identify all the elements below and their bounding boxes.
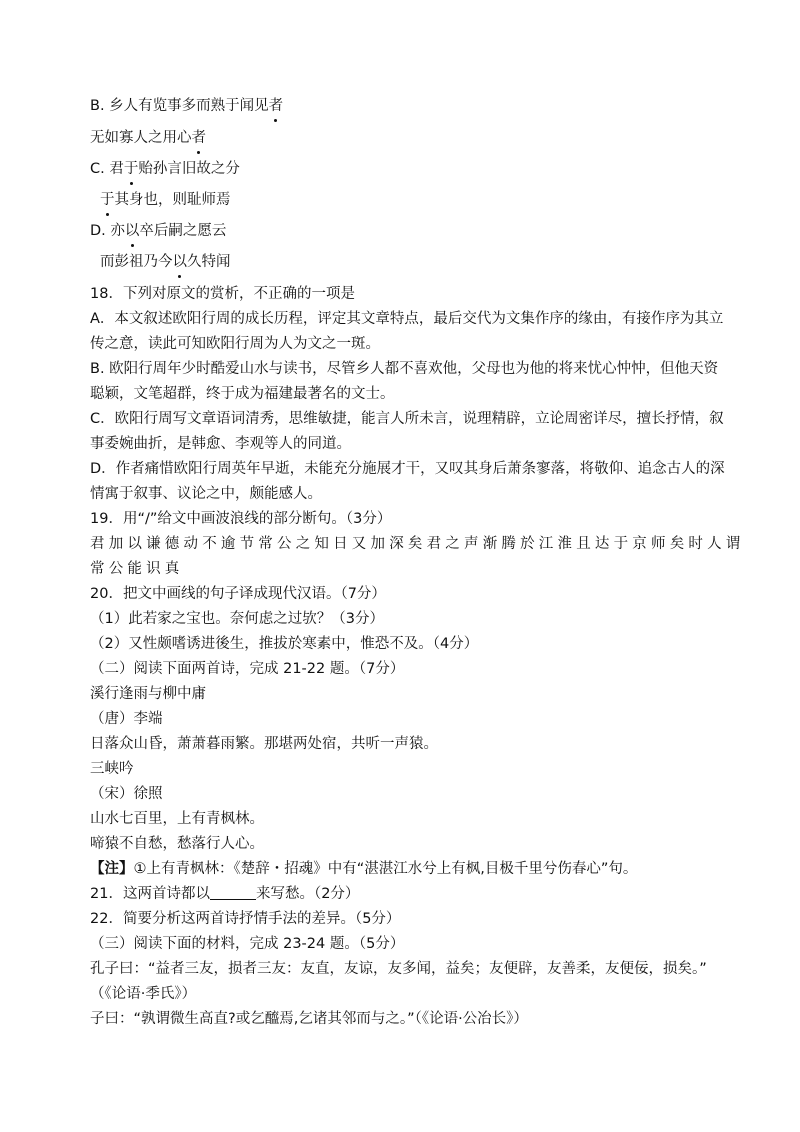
emphasis-char: 于	[100, 192, 115, 208]
poem-1-author: （唐）李端	[90, 711, 163, 727]
option-b-line1: B. 乡人有览事多而熟于闻见者	[90, 98, 284, 114]
q19-text: 君加以谦德动不逾节常公之知日又加深矣君之声渐腾於江淮且达于京师矣时人谓	[90, 536, 745, 552]
emphasis-char: 者	[191, 130, 206, 146]
poem-2-author: （宋）徐照	[90, 786, 163, 802]
q18-option-c: C．欧阳行周写文章语词清秀，思维敏捷，能言人所未言，说理精辟，立论周密详尽，擅长抒情，叙	[90, 411, 724, 427]
q19-stem: 19．用“/”给文中画波浪线的部分断句。（3分）	[90, 511, 392, 527]
analects-quote-1: 孔子曰：“益者三友，损者三友：友直，友谅，友多闻，益矣；友便辟，友善柔，友便佞，损矣。”	[90, 961, 707, 977]
emphasis-char: 以	[124, 223, 140, 239]
q19-text-cont: 常公能识真	[90, 561, 184, 577]
emphasis-char: 以	[172, 254, 187, 270]
poem-2-title: 三峡吟	[90, 761, 134, 777]
q18-option-b: B. 欧阳行周年少时酷爱山水与读书，尽管乡人都不喜欢他，父母也为他的将来忧心忡忡，但他天资	[90, 361, 719, 377]
q20-sentence-1: （1）此若家之宝也。奈何虑之过欤？（3分）	[90, 611, 384, 627]
emphasis-char: 于	[123, 161, 139, 177]
option-c-line2: 于其身也，则耻师焉	[100, 192, 231, 208]
option-b-line2: 无如寡人之用心者	[90, 130, 206, 146]
q20-sentence-2: （2）又性颇嗜诱进後生，推拔於寒素中，惟恐不及。（4分）	[90, 636, 479, 652]
option-c-line1: C. 君于贻孙言旧故之分	[90, 161, 240, 177]
option-d-line1: D. 亦以卒后嗣之愿云	[90, 223, 227, 239]
q18-stem: 18．下列对原文的赏析，不正确的一项是	[90, 286, 355, 302]
answer-blank[interactable]	[210, 885, 256, 900]
q18-option-d-cont: 情寓于叙事、议论之中，颇能感人。	[90, 486, 322, 502]
analects-source-1: （《论语·季氏》）	[90, 986, 197, 1002]
note-label: 【注】	[90, 861, 134, 877]
analects-quote-2: 子曰：“孰谓微生高直?或乞醯焉,乞诸其邻而与之。”（《论语·公冶长》）	[90, 1011, 528, 1027]
section-2-heading: （二）阅读下面两首诗，完成 21-22 题。（7分）	[90, 661, 405, 677]
q18-option-a: A．本文叙述欧阳行周的成长历程，评定其文章特点，最后交代为文集作序的缘由，有接作序为其立	[90, 311, 724, 327]
q18-option-b-cont: 聪颖，文笔超群，终于成为福建最著名的文士。	[90, 386, 395, 402]
q22: 22．简要分析这两首诗抒情手法的差异。（5分）	[90, 911, 401, 927]
poem-1-text: 日落众山昏，萧萧暮雨繁。那堪两处宿，共听一声猿。	[90, 736, 438, 752]
poem-2-line-2: 啼猿不自愁，愁落行人心。	[90, 836, 264, 852]
q21: 21．这两首诗都以 来写愁。（2分）	[90, 886, 360, 902]
q18-option-d: D．作者痛惜欧阳行周英年早逝，未能充分施展才干，又叹其身后萧条寥落，将敬仰、追念古人的深	[90, 461, 725, 477]
poem-2-line-1: 山水七百里，上有青枫林。	[90, 811, 264, 827]
option-d-line2: 而彭祖乃今以久特闻	[100, 254, 231, 270]
emphasis-char: 者	[268, 98, 284, 114]
poem-note: 【注】①上有青枫林：《楚辞・招魂》中有“湛湛江水兮上有枫,目极千里兮伤春心”句。	[90, 861, 638, 877]
q20-stem: 20．把文中画线的句子译成现代汉语。（7分）	[90, 586, 386, 602]
q18-option-a-cont: 传之意，读此可知欧阳行周为人为文之一斑。	[90, 336, 380, 352]
q18-option-c-cont: 事委婉曲折，是韩愈、李观等人的同道。	[90, 436, 351, 452]
poem-1-title: 溪行逢雨与柳中庸	[90, 686, 206, 702]
section-3-heading: （三）阅读下面的材料，完成 23-24 题。（5分）	[90, 936, 405, 952]
